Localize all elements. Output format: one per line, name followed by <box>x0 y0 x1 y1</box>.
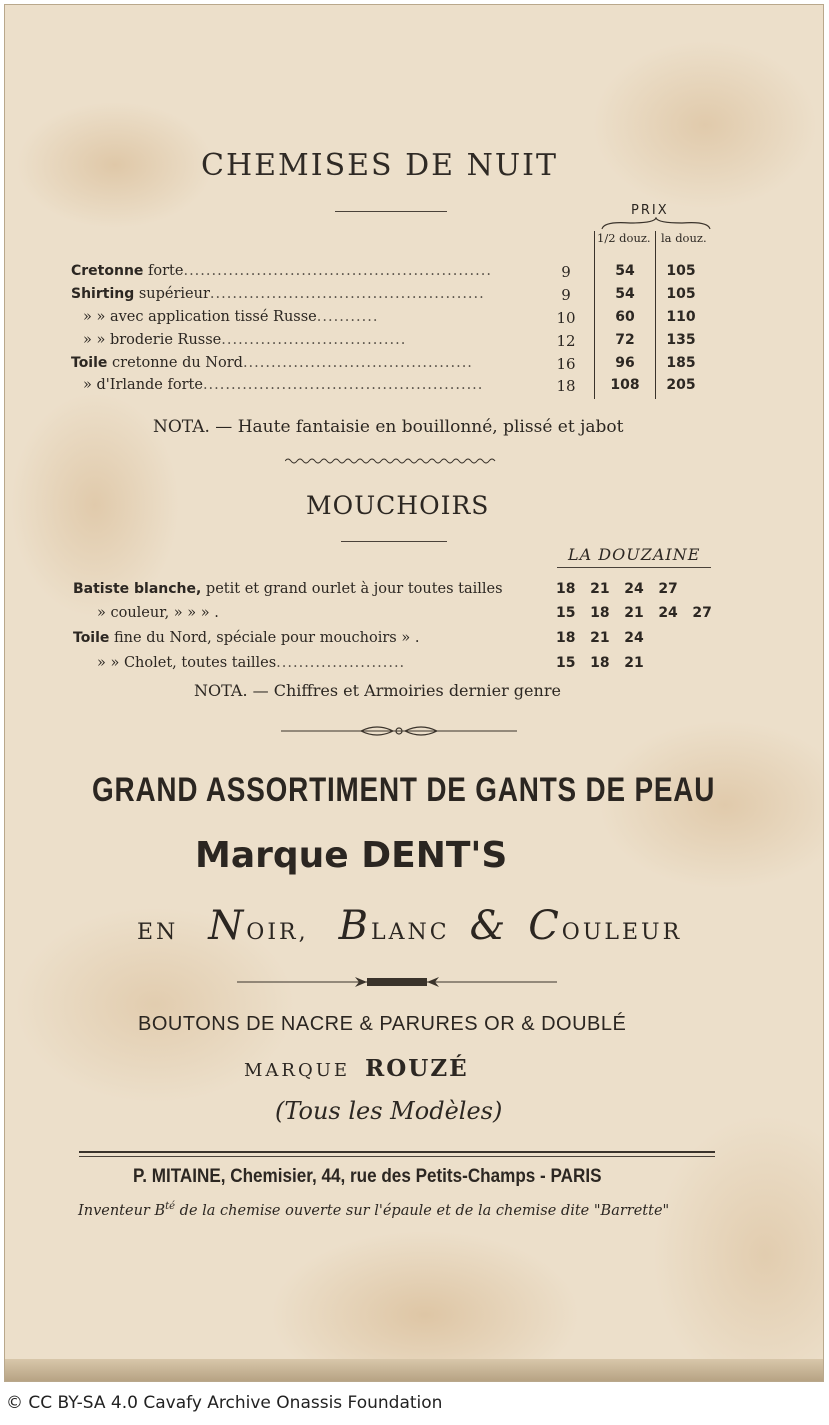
mouchoirs-nota: NOTA. — Chiffres et Armoiries dernier genre <box>194 681 561 700</box>
colors-n: N <box>208 903 247 949</box>
row-leader-dots: ................................. <box>221 332 407 348</box>
price-v3: 105 <box>666 263 696 279</box>
price-v1: 18 <box>556 377 576 395</box>
colors-b: B <box>338 903 371 949</box>
rouze-brand: ROUZÉ <box>365 1055 469 1082</box>
price-v1: 12 <box>556 332 576 350</box>
row-description: » » broderie Russe <box>83 332 222 348</box>
price-v3: 205 <box>666 377 696 393</box>
boutons-line: BOUTONS DE NACRE & PARURES OR & DOUBLÉ <box>138 1013 627 1035</box>
row-fabric: Toile <box>73 630 110 646</box>
mouchoirs-title: MOUCHOIRS <box>306 491 490 520</box>
price-v1: 16 <box>556 355 576 373</box>
price-v3: 185 <box>666 355 696 371</box>
gants-headline: GRAND ASSORTIMENT DE GANTS DE PEAU <box>92 771 716 809</box>
footer-rule-1 <box>79 1151 715 1153</box>
footer-address: P. MITAINE, Chemisier, 44, rue des Petits-Champs - PARIS <box>133 1166 602 1187</box>
prix-label: PRIX <box>631 203 669 218</box>
row-fabric: Shirting <box>71 286 135 302</box>
price-v2: 54 <box>615 286 635 302</box>
col-half-dozen: 1/2 douz. <box>597 231 651 245</box>
row-leader-dots: ................................................. <box>209 286 485 302</box>
row-fabric: Toile <box>71 355 108 371</box>
dents-brand: Marque DENT'S <box>195 835 508 876</box>
price-v1: 10 <box>556 309 576 327</box>
colors-line <box>137 903 682 949</box>
catalog-page <box>4 4 824 1382</box>
price-v3: 105 <box>666 286 696 302</box>
douzaine-rule <box>557 567 711 568</box>
row-description: petit et grand ourlet à jour toutes tailles <box>201 581 503 597</box>
row-description: fine du Nord, spéciale pour mouchoirs » . <box>109 630 420 646</box>
dozen-prices: 18 21 24 27 <box>556 581 678 597</box>
row-description: » » Cholet, toutes tailles <box>97 655 277 671</box>
col-dozen: la douz. <box>661 231 707 245</box>
chemises-row <box>83 377 483 393</box>
dozen-prices: 15 18 21 24 27 <box>556 605 712 621</box>
row-description: » couleur, » » » . <box>97 605 219 621</box>
row-description: cretonne du Nord <box>107 355 243 371</box>
price-v3: 135 <box>666 332 696 348</box>
row-leader-dots: ....................................................... <box>183 263 492 279</box>
row-leader-dots: .................................................. <box>202 377 484 393</box>
column-divider-1 <box>594 231 595 399</box>
wavy-divider <box>285 457 499 465</box>
price-v2: 108 <box>610 377 640 393</box>
price-v1: 9 <box>561 263 571 281</box>
column-divider-2 <box>655 231 656 399</box>
price-v1: 9 <box>561 286 571 304</box>
credit-line: © CC BY-SA 4.0 Cavafy Archive Onassis Foundation <box>6 1393 443 1413</box>
prix-brace <box>600 217 712 231</box>
mouchoirs-rule <box>341 541 447 542</box>
modeles-line: (Tous les Modèles) <box>275 1097 503 1125</box>
title-rule <box>335 211 447 212</box>
chemises-row <box>71 355 473 371</box>
mouchoirs-row <box>73 581 503 597</box>
inventor-pre: Inventeur B <box>78 1202 166 1219</box>
footer-rule-2 <box>79 1156 715 1157</box>
row-leader-dots: ....................... <box>276 655 406 671</box>
row-leader-dots: ........... <box>316 309 379 325</box>
colors-oir: OIR, <box>246 920 309 945</box>
colors-amp: & <box>469 903 509 949</box>
mouchoirs-row <box>97 605 219 621</box>
rouze-line <box>244 1055 469 1082</box>
chemises-row <box>83 332 406 348</box>
price-v3: 110 <box>666 309 696 325</box>
mouchoirs-row <box>97 655 405 671</box>
row-fabric: Batiste blanche, <box>73 581 202 597</box>
page-bottom-edge <box>5 1359 823 1381</box>
chemises-row <box>71 286 485 302</box>
row-description: » d'Irlande forte <box>83 377 203 393</box>
chemises-title: CHEMISES DE NUIT <box>201 148 559 183</box>
dozen-prices: 18 21 24 <box>556 630 644 646</box>
footer-inventor <box>78 1201 669 1219</box>
colors-lanc: LANC <box>370 920 450 945</box>
ornament-divider-1 <box>281 721 517 741</box>
douzaine-label: LA DOUZAINE <box>568 545 701 564</box>
dozen-prices: 15 18 21 <box>556 655 644 671</box>
colors-c: C <box>528 903 562 949</box>
row-leader-dots: ......................................... <box>242 355 473 371</box>
mouchoirs-row <box>73 630 419 646</box>
ornament-divider-2 <box>237 973 557 991</box>
colors-en: EN <box>137 920 179 945</box>
chemises-row <box>71 263 492 279</box>
price-v2: 72 <box>615 332 635 348</box>
chemises-row <box>83 309 378 325</box>
row-description: forte <box>143 263 184 279</box>
price-v2: 96 <box>615 355 635 371</box>
marque-prefix: MARQUE <box>244 1060 351 1081</box>
price-v2: 60 <box>615 309 635 325</box>
price-v2: 54 <box>615 263 635 279</box>
inventor-post: de la chemise ouverte sur l'épaule et de la chemise dite "Barrette" <box>175 1202 670 1219</box>
row-description: supérieur <box>134 286 210 302</box>
row-fabric: Cretonne <box>71 263 144 279</box>
row-description: » » avec application tissé Russe <box>83 309 317 325</box>
colors-ouleur: OULEUR <box>561 920 683 945</box>
inventor-sup: té <box>165 1201 176 1212</box>
chemises-nota: NOTA. — Haute fantaisie en bouillonné, plissé et jabot <box>153 417 624 437</box>
